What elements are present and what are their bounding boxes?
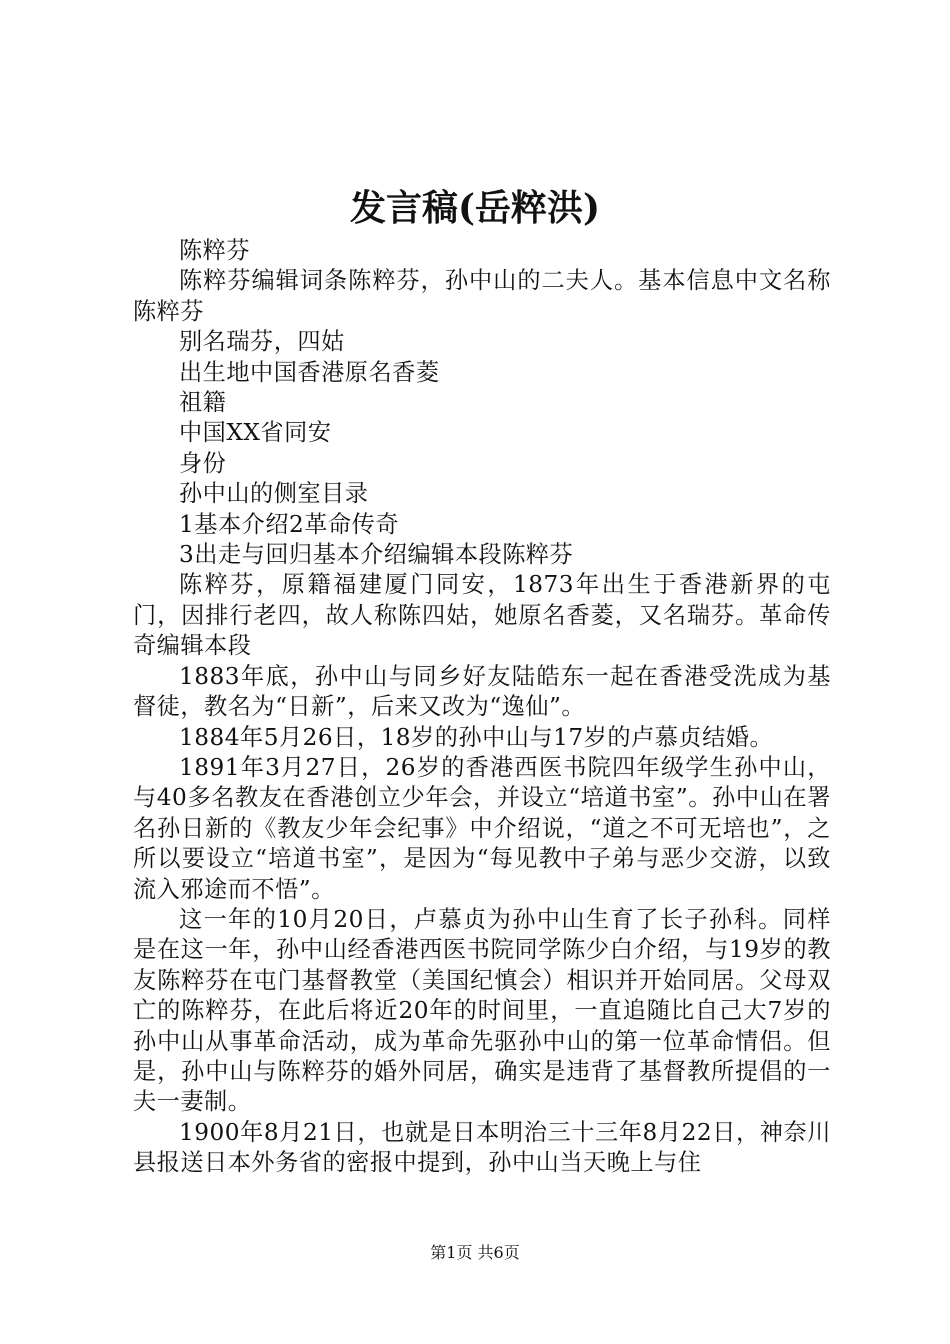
document-title: 发言稿(岳粹洪) — [349, 187, 601, 229]
paragraph: 1基本介绍2革命传奇 — [179, 510, 400, 538]
paragraph: 这一年的10月20日，卢慕贞为孙中山生育了长子孙科。同样是在这一年，孙中山经香港西医书院同学陈少白介绍，与19岁的教友陈粹芬在屯门基督教堂（美国纪慎会）相识并开始同居。父母双亡的陈粹芬，在此后将近20年的时间里，一直追随比自己大7岁的孙中山从事革命活动，成为革命先驱孙中山的第一位革命情侣。但是，孙中山与陈粹芬的婚外同居，确实是违背了基督教所提倡的一夫一妻制。 — [133, 905, 831, 1116]
document-body — [133, 236, 831, 1179]
paragraph: 别名瑞芬，四姑 — [179, 328, 345, 356]
paragraph: 孙中山的侧室目录 — [179, 480, 369, 508]
paragraph: 祖籍 — [179, 389, 227, 417]
paragraph: 1891年3月27日，26岁的香港西医书院四年级学生孙中山，与40多名教友在香港创立少年会，并设立“培道书室”。孙中山在署名孙日新的《教友少年会纪事》中介绍说，“道之不可无培也”，之所以要设立“培道书室”，是因为“每见教中子弟与恶少交游，以致流入邪途而不悟”。 — [133, 753, 831, 903]
paragraph: 身份 — [179, 449, 227, 477]
paragraph: 1900年8月21日，也就是日本明治三十三年8月22日，神奈川县报送日本外务省的密报中提到，孙中山当天晚上与住 — [133, 1118, 831, 1177]
paragraph: 1884年5月26日，18岁的孙中山与17岁的卢慕贞结婚。 — [179, 723, 774, 751]
paragraph: 陈粹芬 — [179, 237, 251, 264]
paragraph: 1883年底，孙中山与同乡好友陆皓东一起在香港受洗成为基督徒，教名为“日新”，后来又改为“逸仙”。 — [133, 662, 831, 721]
paragraph: 出生地中国香港原名香菱 — [179, 358, 440, 386]
paragraph: 陈粹芬编辑词条陈粹芬，孙中山的二夫人。基本信息中文名称陈粹芬 — [133, 267, 831, 325]
paragraph: 3出走与回归基本介绍编辑本段陈粹芬 — [179, 541, 574, 569]
paragraph: 陈粹芬，原籍福建厦门同安，1873年出生于香港新界的屯门，因排行老四，故人称陈四姑，她原名香菱，又名瑞芬。革命传奇编辑本段 — [133, 571, 831, 660]
page-number: 第1页 共6页 — [430, 1243, 520, 1262]
paragraph: 中国XX省同安 — [179, 419, 332, 447]
